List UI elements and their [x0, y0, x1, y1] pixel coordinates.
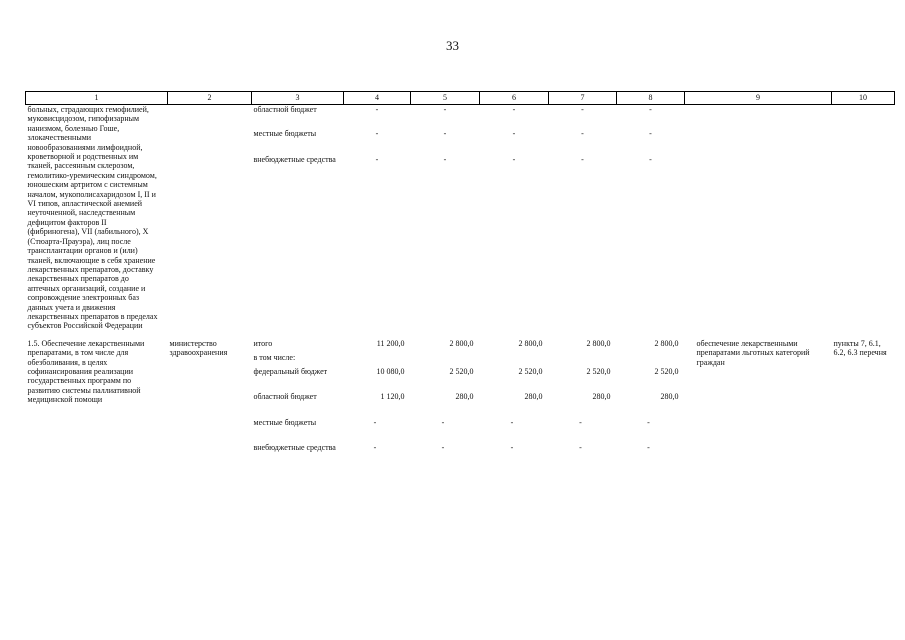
- funding-source-cell: [252, 105, 344, 331]
- amount-value: -: [579, 417, 582, 427]
- column-number-row: [26, 92, 895, 105]
- executor-cell: [168, 105, 252, 331]
- amount-value: 2 520,0: [518, 366, 543, 376]
- amount-value: -: [441, 417, 445, 427]
- amount-value: 280,0: [524, 392, 543, 402]
- amount-value: -: [581, 105, 584, 114]
- column-number: 4: [344, 92, 411, 105]
- amount-value: [551, 353, 611, 367]
- executor: министерство здравоохранения: [169, 338, 228, 358]
- amount-value: -: [512, 129, 516, 138]
- table-row: [26, 105, 895, 331]
- amount-value: -: [647, 417, 650, 427]
- measure-description: 1.5. Обеспечение лекарственными препаратами, в том числе для обезболивания, в целях софинансирования реализации государственных программ по развитию системы паллиативной медицинской помощи: [27, 338, 145, 405]
- amount-value: -: [373, 417, 377, 427]
- amount-value: 11 200,0: [376, 338, 405, 348]
- amount-value: -: [375, 129, 379, 138]
- column-number: 6: [480, 92, 549, 105]
- column-number: 10: [832, 92, 895, 105]
- program-table: [25, 91, 895, 469]
- funding-source: федеральный бюджет: [253, 366, 328, 376]
- expected-result: обеспечение лекарственными препаратами льготных категорий граждан: [696, 338, 810, 367]
- table-row: [26, 339, 895, 469]
- amount-value: [619, 353, 679, 367]
- column-number: 8: [617, 92, 685, 105]
- amount-value: [413, 353, 474, 367]
- page-number: 33: [446, 38, 459, 53]
- funding-source-cell: [252, 339, 344, 469]
- column-number: 2: [168, 92, 252, 105]
- amount-value: -: [443, 129, 447, 138]
- funding-source: областной бюджет: [253, 105, 317, 114]
- funding-source: местные бюджеты: [253, 417, 317, 427]
- amount-value: -: [581, 129, 584, 138]
- amount-value: -: [510, 443, 514, 453]
- amount-value: -: [649, 129, 652, 138]
- amount-value: 2 800,0: [586, 338, 611, 348]
- amount-value: 280,0: [455, 392, 474, 402]
- funding-source: областной бюджет: [253, 392, 317, 402]
- amount-value: -: [581, 154, 584, 164]
- measure-description: больных, страдающих гемофилией, муковисцидозом, гипофизарным нанизмом, болезнью Гоше, злокачественными новообразованиями лимфоидной, кроветворной и родственных им тканей, рассеянным склерозом, гемолитико-уремическим синдромом, юношеским артритом с системным началом, мукополисахаридозом I, II и VI типов, апластической анемией неуточненной, наследственным дефицитом факторов II (фибриногена), VII (лабильного), X (Стюарта-Прауэра), лиц после трансплантации органов и (или) тканей, включающие в себя хранение лекарственных препаратов, доставку лекарственных препаратов до аптечных организаций, создание и сопровождение электронных баз данных учета и движения лекарственных препаратов в пределах субъектов Российской Федерации: [27, 105, 158, 331]
- amount-value: 1 120,0: [380, 392, 405, 402]
- reference-points: пункты 7, 6.1, 6.2, 6.3 перечня: [833, 338, 887, 358]
- funding-source: внебюджетные средства: [253, 154, 336, 164]
- amount-value: -: [375, 105, 379, 114]
- amount-value: 280,0: [592, 392, 611, 402]
- amount-value: -: [441, 443, 445, 453]
- amount-value: 2 800,0: [449, 338, 474, 348]
- result-cell: [685, 105, 832, 331]
- amount-value: -: [443, 154, 447, 164]
- amount-value: -: [512, 154, 516, 164]
- amount-value: -: [375, 154, 379, 164]
- amount-value: 2 520,0: [449, 366, 474, 376]
- reference-cell: [832, 105, 895, 331]
- amount-value: -: [510, 417, 514, 427]
- funding-source: итого: [253, 338, 273, 348]
- amount-value: -: [579, 443, 582, 453]
- amount-value: -: [443, 105, 447, 114]
- amount-value: -: [512, 105, 516, 114]
- amount-value: 2 800,0: [654, 338, 679, 348]
- amount-value: 2 520,0: [654, 366, 679, 376]
- column-number: 7: [549, 92, 617, 105]
- funding-source: местные бюджеты: [253, 129, 317, 138]
- amount-value: [346, 353, 405, 367]
- amount-value: -: [647, 443, 650, 453]
- funding-source: в том числе:: [253, 352, 296, 362]
- column-number: 1: [26, 92, 168, 105]
- column-number: 3: [252, 92, 344, 105]
- funding-source: внебюджетные средства: [253, 443, 336, 453]
- column-number: 5: [411, 92, 480, 105]
- amount-value: -: [649, 154, 652, 164]
- amount-value: 10 080,0: [376, 366, 405, 376]
- amount-value: 2 520,0: [586, 366, 611, 376]
- amount-value: -: [649, 105, 652, 114]
- amount-value: 2 800,0: [518, 338, 543, 348]
- amount-value: -: [373, 443, 377, 453]
- amount-value: [482, 353, 543, 367]
- amount-value: 280,0: [660, 392, 679, 402]
- column-number: 9: [685, 92, 832, 105]
